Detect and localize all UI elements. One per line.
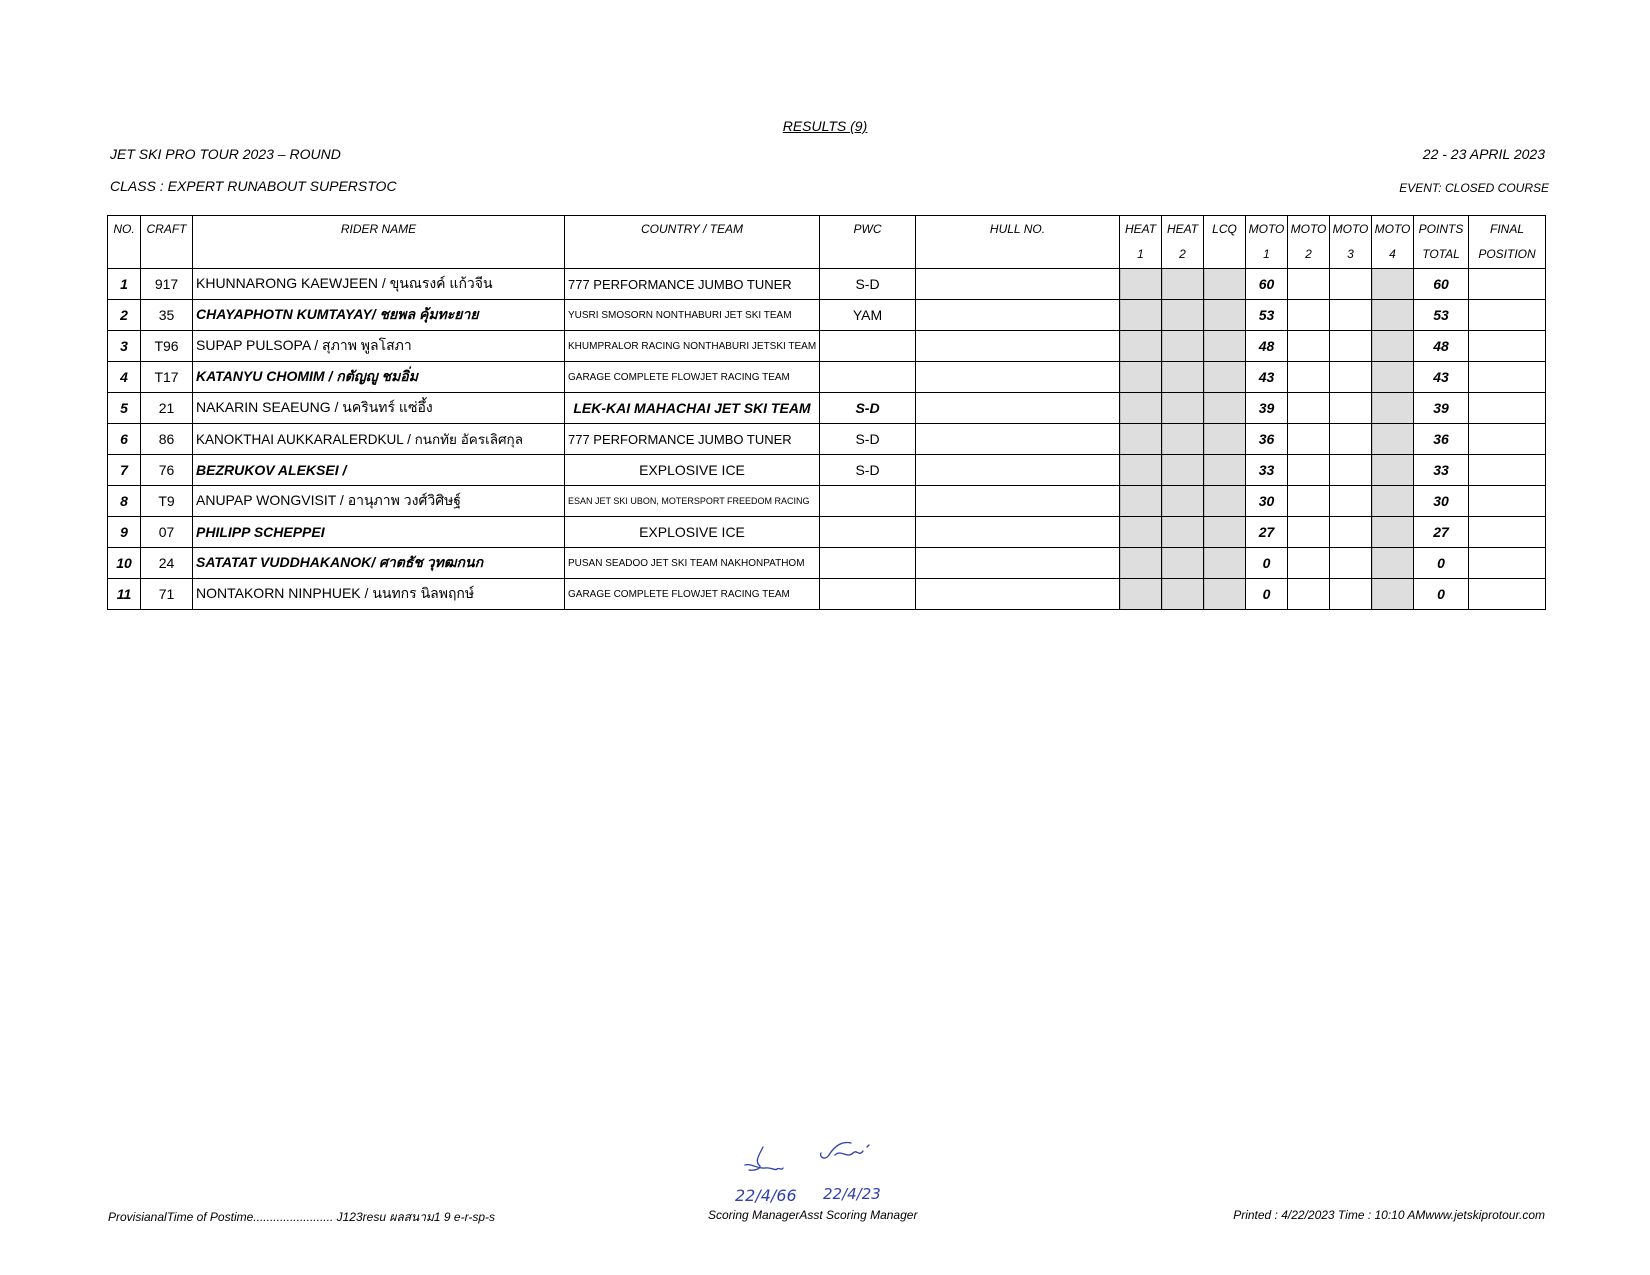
cell-moto4 (1372, 517, 1414, 548)
cell-no: 8 (108, 486, 141, 517)
cell-craft: 86 (141, 424, 193, 455)
cell-moto3 (1330, 455, 1372, 486)
cell-lcq (1204, 393, 1246, 424)
cell-moto4 (1372, 548, 1414, 579)
cell-moto2 (1288, 579, 1330, 610)
cell-rider: NONTAKORN NINPHUEK / นนทกร นิลพฤกษ์ (193, 579, 565, 610)
cell-craft: 24 (141, 548, 193, 579)
header-team: COUNTRY / TEAM (565, 216, 820, 269)
cell-moto2 (1288, 548, 1330, 579)
header-heat2: HEAT 2 (1162, 216, 1204, 269)
footer-left: ProvisianalTime of Postime........................ J123resu ผลสนาม1 9 e-r-sp-s (108, 1210, 496, 1224)
header-moto1: MOTO 1 (1246, 216, 1288, 269)
cell-heat1 (1120, 548, 1162, 579)
cell-hull (916, 269, 1120, 300)
class-label: CLASS : EXPERT RUNABOUT SUPERSTOC (110, 178, 397, 194)
cell-moto4 (1372, 424, 1414, 455)
cell-rider: KHUNNARONG KAEWJEEN / ขุนณรงค์ แก้วจีน (193, 269, 565, 300)
signature-date-2: 22/4/23 (823, 1185, 881, 1203)
table-row (108, 579, 1546, 610)
cell-moto3 (1330, 548, 1372, 579)
cell-lcq (1204, 455, 1246, 486)
cell-final (1469, 548, 1546, 579)
cell-total: 36 (1414, 424, 1469, 455)
cell-moto1: 0 (1246, 548, 1288, 579)
cell-team: EXPLOSIVE ICE (565, 455, 820, 486)
cell-hull (916, 579, 1120, 610)
cell-no: 10 (108, 548, 141, 579)
cell-moto3 (1330, 300, 1372, 331)
cell-lcq (1204, 362, 1246, 393)
cell-heat2 (1162, 269, 1204, 300)
cell-final (1469, 517, 1546, 548)
cell-hull (916, 517, 1120, 548)
cell-moto1: 36 (1246, 424, 1288, 455)
cell-hull (916, 548, 1120, 579)
cell-moto3 (1330, 579, 1372, 610)
cell-moto1: 27 (1246, 517, 1288, 548)
cell-moto4 (1372, 269, 1414, 300)
cell-pwc: YAM (820, 300, 916, 331)
cell-final (1469, 269, 1546, 300)
cell-moto2 (1288, 486, 1330, 517)
cell-rider: SATATAT VUDDHAKANOK/ ศาตธัช วุทฒกนก (193, 548, 565, 579)
cell-final (1469, 300, 1546, 331)
cell-pwc (820, 331, 916, 362)
cell-no: 7 (108, 455, 141, 486)
header-pwc: PWC (820, 216, 916, 269)
cell-total: 43 (1414, 362, 1469, 393)
header-moto3: MOTO 3 (1330, 216, 1372, 269)
cell-hull (916, 331, 1120, 362)
cell-heat2 (1162, 424, 1204, 455)
cell-no: 11 (108, 579, 141, 610)
cell-team: 777 PERFORMANCE JUMBO TUNER (565, 269, 820, 300)
table-header-row (108, 216, 1546, 269)
cell-total: 60 (1414, 269, 1469, 300)
header-heat1: HEAT 1 (1120, 216, 1162, 269)
cell-team: YUSRI SMOSORN NONTHABURI JET SKI TEAM (565, 300, 820, 331)
cell-pwc: S-D (820, 424, 916, 455)
header-final: FINAL POSITION (1469, 216, 1546, 269)
cell-moto2 (1288, 331, 1330, 362)
cell-moto2 (1288, 300, 1330, 331)
cell-hull (916, 455, 1120, 486)
cell-heat2 (1162, 486, 1204, 517)
cell-craft: 917 (141, 269, 193, 300)
cell-lcq (1204, 548, 1246, 579)
cell-pwc: S-D (820, 393, 916, 424)
cell-rider: ANUPAP WONGVISIT / อานุภาพ วงศ์วิศิษฐ์ (193, 486, 565, 517)
tour-title: JET SKI PRO TOUR 2023 – ROUND (110, 146, 341, 162)
cell-team: LEK-KAI MAHACHAI JET SKI TEAM (565, 393, 820, 424)
results-table (107, 215, 1546, 610)
cell-final (1469, 331, 1546, 362)
cell-total: 53 (1414, 300, 1469, 331)
cell-pwc: S-D (820, 269, 916, 300)
cell-rider: KANOKTHAI AUKKARALERDKUL / กนกทัย อัครเลิศกุล (193, 424, 565, 455)
signature-date-1: 22/4/66 (735, 1186, 797, 1205)
cell-heat1 (1120, 486, 1162, 517)
cell-moto1: 53 (1246, 300, 1288, 331)
cell-hull (916, 393, 1120, 424)
cell-moto4 (1372, 486, 1414, 517)
cell-total: 0 (1414, 579, 1469, 610)
cell-hull (916, 300, 1120, 331)
cell-final (1469, 424, 1546, 455)
cell-heat1 (1120, 393, 1162, 424)
cell-rider: BEZRUKOV ALEKSEI / (193, 455, 565, 486)
event-type: EVENT: CLOSED COURSE (1399, 181, 1549, 195)
cell-pwc (820, 579, 916, 610)
cell-pwc (820, 517, 916, 548)
header-points: POINTS TOTAL (1414, 216, 1469, 269)
cell-total: 0 (1414, 548, 1469, 579)
cell-craft: 07 (141, 517, 193, 548)
cell-hull (916, 362, 1120, 393)
cell-total: 30 (1414, 486, 1469, 517)
cell-hull (916, 486, 1120, 517)
cell-team: GARAGE COMPLETE FLOWJET RACING TEAM (565, 579, 820, 610)
cell-pwc (820, 486, 916, 517)
cell-heat2 (1162, 517, 1204, 548)
cell-total: 33 (1414, 455, 1469, 486)
cell-heat2 (1162, 548, 1204, 579)
cell-no: 9 (108, 517, 141, 548)
cell-heat1 (1120, 517, 1162, 548)
cell-no: 5 (108, 393, 141, 424)
cell-moto3 (1330, 424, 1372, 455)
cell-team: PUSAN SEADOO JET SKI TEAM NAKHONPATHOM (565, 548, 820, 579)
cell-moto2 (1288, 393, 1330, 424)
cell-pwc (820, 362, 916, 393)
header-lcq: LCQ (1204, 216, 1246, 269)
cell-moto4 (1372, 331, 1414, 362)
table-row (108, 393, 1546, 424)
table-row (108, 424, 1546, 455)
event-date: 22 - 23 APRIL 2023 (1422, 146, 1545, 162)
cell-rider: KATANYU CHOMIM / กตัญญู ชมอิ่ม (193, 362, 565, 393)
cell-heat2 (1162, 300, 1204, 331)
cell-no: 2 (108, 300, 141, 331)
cell-team: ESAN JET SKI UBON, MOTERSPORT FREEDOM RACING (565, 486, 820, 517)
header-moto4: MOTO 4 (1372, 216, 1414, 269)
cell-heat1 (1120, 362, 1162, 393)
cell-total: 39 (1414, 393, 1469, 424)
cell-moto1: 48 (1246, 331, 1288, 362)
cell-team: GARAGE COMPLETE FLOWJET RACING TEAM (565, 362, 820, 393)
cell-no: 6 (108, 424, 141, 455)
table-row (108, 331, 1546, 362)
header-hull: HULL NO. (916, 216, 1120, 269)
cell-heat2 (1162, 331, 1204, 362)
cell-heat2 (1162, 393, 1204, 424)
table-row (108, 486, 1546, 517)
footer-center: Scoring ManagerAsst Scoring Manager (708, 1208, 918, 1222)
header-craft: CRAFT (141, 216, 193, 269)
cell-lcq (1204, 300, 1246, 331)
cell-moto4 (1372, 579, 1414, 610)
cell-lcq (1204, 269, 1246, 300)
cell-heat1 (1120, 579, 1162, 610)
cell-craft: 76 (141, 455, 193, 486)
cell-moto1: 39 (1246, 393, 1288, 424)
header-no: NO. (108, 216, 141, 269)
cell-rider: NAKARIN SEAEUNG / นครินทร์ แซ่อึ้ง (193, 393, 565, 424)
cell-hull (916, 424, 1120, 455)
cell-craft: 71 (141, 579, 193, 610)
cell-rider: SUPAP PULSOPA / สุภาพ พูลโสภา (193, 331, 565, 362)
cell-moto3 (1330, 331, 1372, 362)
footer-right: Printed : 4/22/2023 Time : 10:10 AMwww.jetskiprotour.com (1233, 1208, 1545, 1222)
cell-lcq (1204, 486, 1246, 517)
cell-team: KHUMPRALOR RACING NONTHABURI JETSKI TEAM (565, 331, 820, 362)
table-row (108, 548, 1546, 579)
header-rider: RIDER NAME (193, 216, 565, 269)
cell-moto1: 33 (1246, 455, 1288, 486)
cell-heat2 (1162, 455, 1204, 486)
table-row (108, 362, 1546, 393)
cell-pwc (820, 548, 916, 579)
table-row (108, 517, 1546, 548)
cell-moto3 (1330, 486, 1372, 517)
cell-no: 1 (108, 269, 141, 300)
cell-heat2 (1162, 362, 1204, 393)
cell-moto3 (1330, 362, 1372, 393)
cell-lcq (1204, 579, 1246, 610)
cell-moto4 (1372, 300, 1414, 331)
cell-moto3 (1330, 517, 1372, 548)
cell-lcq (1204, 331, 1246, 362)
cell-final (1469, 486, 1546, 517)
cell-moto4 (1372, 455, 1414, 486)
cell-heat1 (1120, 269, 1162, 300)
cell-no: 3 (108, 331, 141, 362)
cell-total: 27 (1414, 517, 1469, 548)
cell-craft: T96 (141, 331, 193, 362)
cell-pwc: S-D (820, 455, 916, 486)
table-row (108, 300, 1546, 331)
cell-team: EXPLOSIVE ICE (565, 517, 820, 548)
handwritten-signature (735, 1135, 925, 1207)
cell-rider: PHILIPP SCHEPPEI (193, 517, 565, 548)
cell-lcq (1204, 517, 1246, 548)
cell-final (1469, 455, 1546, 486)
cell-no: 4 (108, 362, 141, 393)
cell-final (1469, 579, 1546, 610)
header-moto2: MOTO 2 (1288, 216, 1330, 269)
cell-rider: CHAYAPHOTN KUMTAYAY/ ชยพล คุ้มทะยาย (193, 300, 565, 331)
cell-craft: T17 (141, 362, 193, 393)
cell-heat1 (1120, 331, 1162, 362)
cell-moto2 (1288, 424, 1330, 455)
cell-moto4 (1372, 362, 1414, 393)
cell-craft: 21 (141, 393, 193, 424)
cell-heat2 (1162, 579, 1204, 610)
cell-craft: 35 (141, 300, 193, 331)
cell-moto1: 30 (1246, 486, 1288, 517)
table-row (108, 455, 1546, 486)
cell-moto4 (1372, 393, 1414, 424)
cell-final (1469, 362, 1546, 393)
cell-moto3 (1330, 393, 1372, 424)
results-title: RESULTS (9) (782, 118, 868, 134)
cell-heat1 (1120, 300, 1162, 331)
cell-moto3 (1330, 269, 1372, 300)
cell-team: 777 PERFORMANCE JUMBO TUNER (565, 424, 820, 455)
cell-moto2 (1288, 455, 1330, 486)
cell-moto1: 0 (1246, 579, 1288, 610)
cell-moto1: 60 (1246, 269, 1288, 300)
cell-lcq (1204, 424, 1246, 455)
cell-moto1: 43 (1246, 362, 1288, 393)
cell-moto2 (1288, 362, 1330, 393)
cell-heat1 (1120, 424, 1162, 455)
cell-moto2 (1288, 269, 1330, 300)
cell-final (1469, 393, 1546, 424)
cell-craft: T9 (141, 486, 193, 517)
table-row (108, 269, 1546, 300)
cell-moto2 (1288, 517, 1330, 548)
cell-total: 48 (1414, 331, 1469, 362)
cell-heat1 (1120, 455, 1162, 486)
